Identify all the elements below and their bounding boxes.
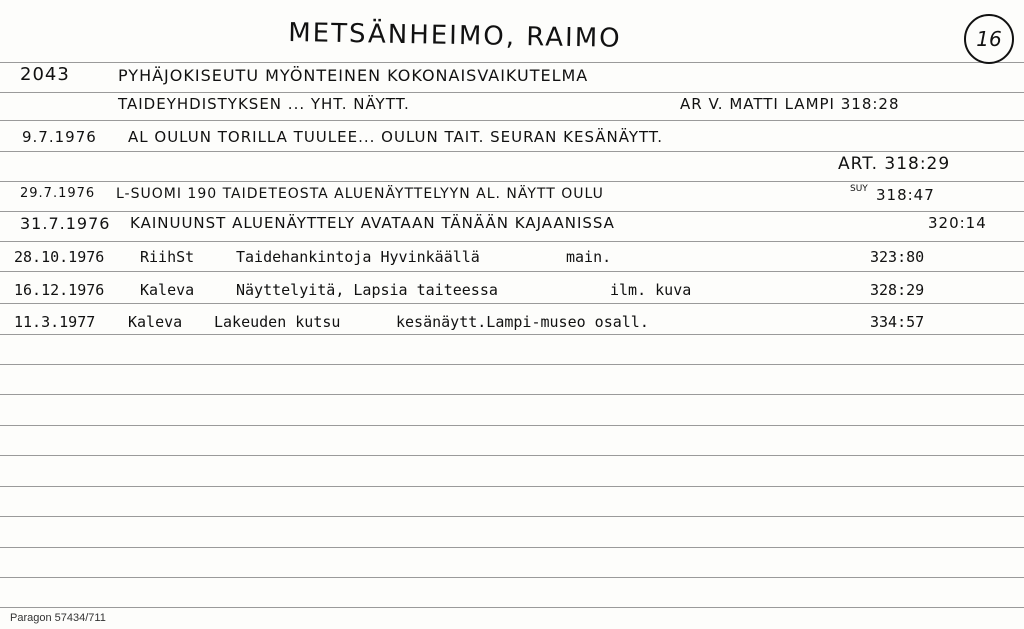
rule-line bbox=[0, 181, 1024, 182]
row-ref: 328:29 bbox=[870, 281, 925, 299]
entry-text: KAINUUNST ALUENÄYTTELY AVATAAN TÄNÄÄN KAJAANISSA bbox=[130, 214, 615, 232]
row-date: 11.3.1977 bbox=[14, 313, 96, 331]
rule-line bbox=[0, 364, 1024, 365]
rule-line bbox=[0, 486, 1024, 487]
rule-line bbox=[0, 547, 1024, 548]
card-name: METSÄNHEIMO, RAIMO bbox=[288, 18, 622, 54]
entry-text: L-SUOMI 190 TAIDETEOSTA ALUENÄYTTELYYN AL. NÄYTT OULU bbox=[116, 186, 604, 202]
rule-line bbox=[0, 271, 1024, 272]
row-ref: 334:57 bbox=[870, 313, 925, 331]
row-note: ilm. kuva bbox=[610, 281, 692, 299]
row-source: Kaleva bbox=[140, 281, 195, 299]
rule-line bbox=[0, 62, 1024, 63]
entry-note: AR V. MATTI LAMPI 318:28 bbox=[680, 95, 900, 113]
row-title: Näyttelyitä, Lapsia taiteessa bbox=[236, 281, 498, 299]
row-note: kesänäytt.Lampi-museo osall. bbox=[396, 313, 649, 331]
row-note: main. bbox=[566, 248, 612, 266]
row-title: Taidehankintoja Hyvinkäällä bbox=[236, 248, 480, 266]
rule-line bbox=[0, 394, 1024, 395]
rule-line bbox=[0, 92, 1024, 93]
rule-line bbox=[0, 120, 1024, 121]
row-date: 28.10.1976 bbox=[14, 248, 105, 266]
entry-date: 29.7.1976 bbox=[20, 186, 96, 201]
rule-line bbox=[0, 607, 1024, 608]
row-date: 16.12.1976 bbox=[14, 281, 105, 299]
rule-line bbox=[0, 455, 1024, 456]
entry-date: 9.7.1976 bbox=[22, 128, 97, 146]
rule-line bbox=[0, 334, 1024, 335]
rule-line bbox=[0, 425, 1024, 426]
rule-line bbox=[0, 211, 1024, 212]
card-footer: Paragon 57434/711 bbox=[10, 612, 106, 624]
rule-line bbox=[0, 151, 1024, 152]
entry-text: PYHÄJOKISEUTU MYÖNTEINEN KOKONAISVAIKUTELMA bbox=[118, 66, 589, 85]
row-source: RiihSt bbox=[140, 248, 195, 266]
entry-date: 2043 bbox=[20, 64, 70, 85]
row-source: Kaleva bbox=[128, 313, 183, 331]
rule-line bbox=[0, 303, 1024, 304]
entry-ref: 318:47 bbox=[876, 186, 935, 204]
entry-text: TAIDEYHDISTYKSEN ... YHT. NÄYTT. bbox=[118, 95, 410, 113]
entry-ref: 320:14 bbox=[928, 214, 987, 232]
entry-date: 31.7.1976 bbox=[20, 214, 111, 233]
row-title: Lakeuden kutsu bbox=[214, 313, 341, 331]
entry-superscript: SUY bbox=[850, 184, 868, 194]
entry-text: AL OULUN TORILLA TUULEE... OULUN TAIT. SEURAN KESÄNÄYTT. bbox=[128, 128, 664, 146]
rule-line bbox=[0, 516, 1024, 517]
row-ref: 323:80 bbox=[870, 248, 925, 266]
entry-ref: ART. 318:29 bbox=[838, 154, 951, 174]
card-number: 16 bbox=[964, 14, 1014, 64]
rule-line bbox=[0, 241, 1024, 242]
rule-line bbox=[0, 577, 1024, 578]
